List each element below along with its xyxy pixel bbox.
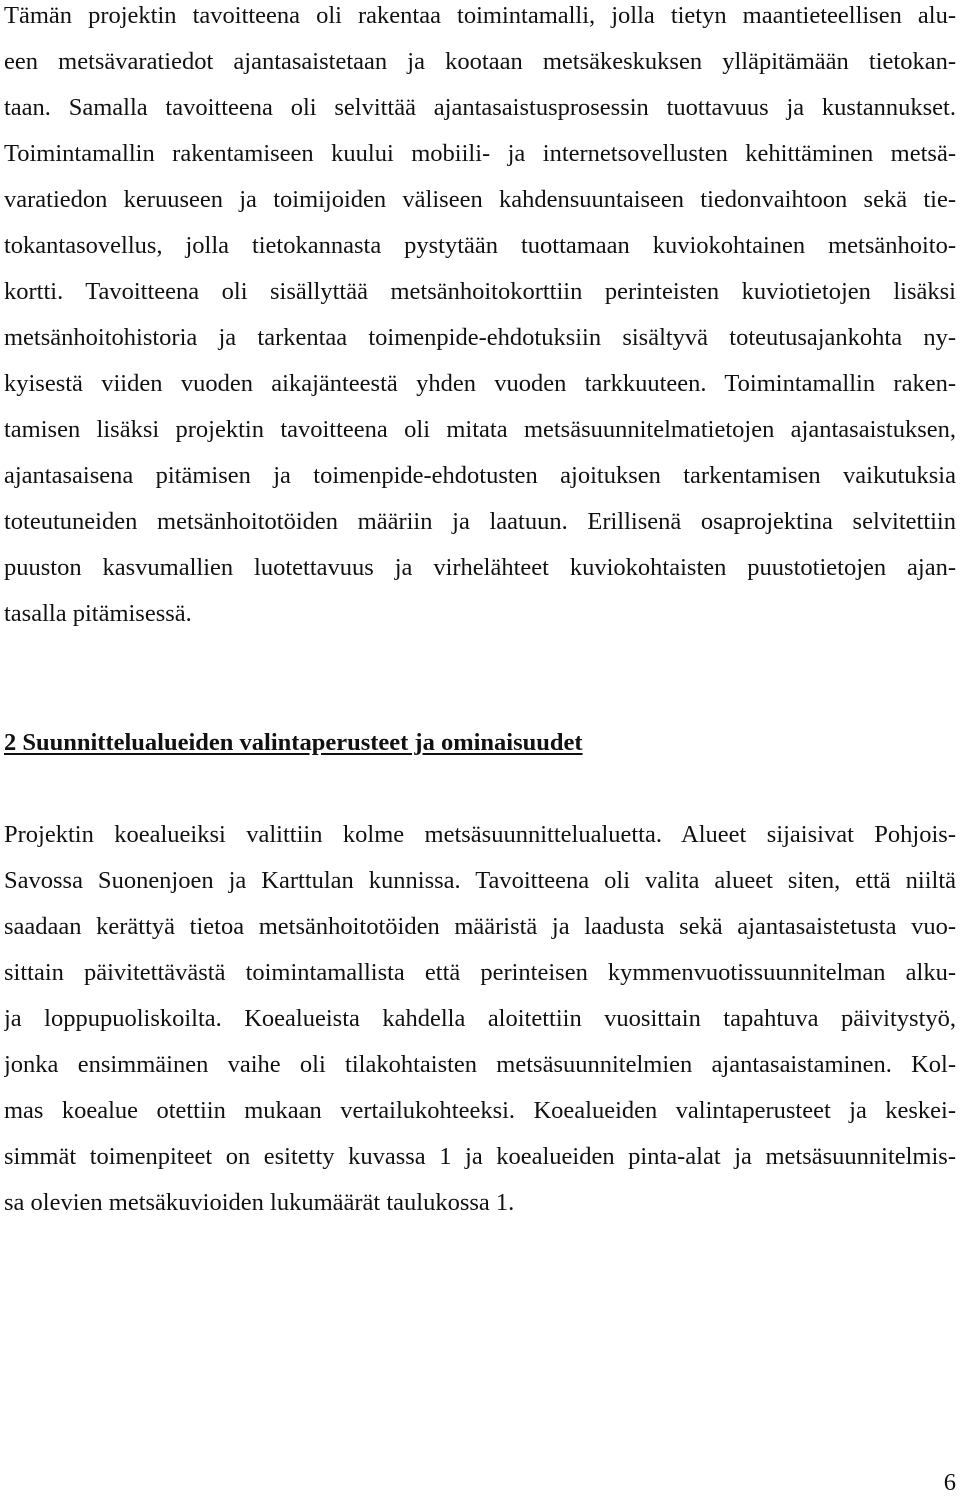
paragraph-1-line: tokantasovellus, jolla tietokannasta pystytään tuottamaan kuviokohtainen metsänhoito-	[4, 232, 956, 259]
paragraph-2-line: sa olevien metsäkuvioiden lukumäärät taulukossa 1.	[4, 1189, 515, 1216]
paragraph-2-line: Savossa Suonenjoen ja Karttulan kunnissa. Tavoitteena oli valita alueet siten, että niiltä	[4, 867, 956, 894]
paragraph-2-line: saadaan kerättyä tietoa metsänhoitotöiden määristä ja laadusta sekä ajantasaistetusta vuo-	[4, 913, 956, 940]
paragraph-2-line: sittain päivitettävästä toimintamallista että perinteisen kymmenvuotissuunnitelman alku-	[4, 959, 956, 986]
paragraph-1-line: kyisestä viiden vuoden aikajänteestä yhden vuoden tarkkuuteen. Toimintamallin raken-	[4, 370, 956, 397]
paragraph-2-line: mas koealue otettiin mukaan vertailukohteeksi. Koealueiden valintaperusteet ja keskei-	[4, 1097, 956, 1124]
paragraph-1-line: kortti. Tavoitteena oli sisällyttää metsänhoitokorttiin perinteisten kuviotietojen lisäksi	[4, 278, 956, 305]
section-heading: 2 Suunnittelualueiden valintaperusteet ja ominaisuudet	[4, 729, 583, 756]
paragraph-1-line: Toimintamallin rakentamiseen kuului mobiili- ja internetsovellusten kehittäminen metsä-	[4, 140, 956, 167]
paragraph-1-line: varatiedon keruuseen ja toimijoiden väliseen kahdensuuntaiseen tiedonvaihtoon sekä tie-	[4, 186, 956, 213]
paragraph-1-line: toteutuneiden metsänhoitotöiden määriin ja laatuun. Erillisenä osaprojektina selvitettiin	[4, 508, 956, 535]
paragraph-1-line: Tämän projektin tavoitteena oli rakentaa toimintamalli, jolla tietyn maantieteellisen alu-	[4, 2, 956, 29]
paragraph-1-line: een metsävaratiedot ajantasaistetaan ja kootaan metsäkeskuksen ylläpitämään tietokan-	[4, 48, 956, 75]
paragraph-2-line: simmät toimenpiteet on esitetty kuvassa 1 ja koealueiden pinta-alat ja metsäsuunnitelmis-	[4, 1143, 956, 1170]
paragraph-1-line: metsänhoitohistoria ja tarkentaa toimenpide-ehdotuksiin sisältyvä toteutusajankohta ny-	[4, 324, 956, 351]
paragraph-2-line: jonka ensimmäinen vaihe oli tilakohtaisten metsäsuunnitelmien ajantasaistaminen. Kol-	[4, 1051, 956, 1078]
page-number: 6	[943, 1469, 956, 1496]
paragraph-1-line: taan. Samalla tavoitteena oli selvittää ajantasaistusprosessin tuottavuus ja kustannukset.	[4, 94, 956, 121]
paragraph-1-line: tamisen lisäksi projektin tavoitteena oli mitata metsäsuunnitelmatietojen ajantasaistuksen,	[4, 416, 956, 443]
paragraph-2-line: Projektin koealueiksi valittiin kolme metsäsuunnittelualuetta. Alueet sijaisivat Pohjois-	[4, 821, 956, 848]
paragraph-1-line: ajantasaisena pitämisen ja toimenpide-ehdotusten ajoituksen tarkentamisen vaikutuksia	[4, 462, 956, 489]
paragraph-1-line: puuston kasvumallien luotettavuus ja virhelähteet kuviokohtaisten puustotietojen ajan-	[4, 554, 956, 581]
paragraph-1-line: tasalla pitämisessä.	[4, 600, 192, 627]
paragraph-2-line: ja loppupuoliskoilta. Koealueista kahdella aloitettiin vuosittain tapahtuva päivitystyö,	[4, 1005, 956, 1032]
